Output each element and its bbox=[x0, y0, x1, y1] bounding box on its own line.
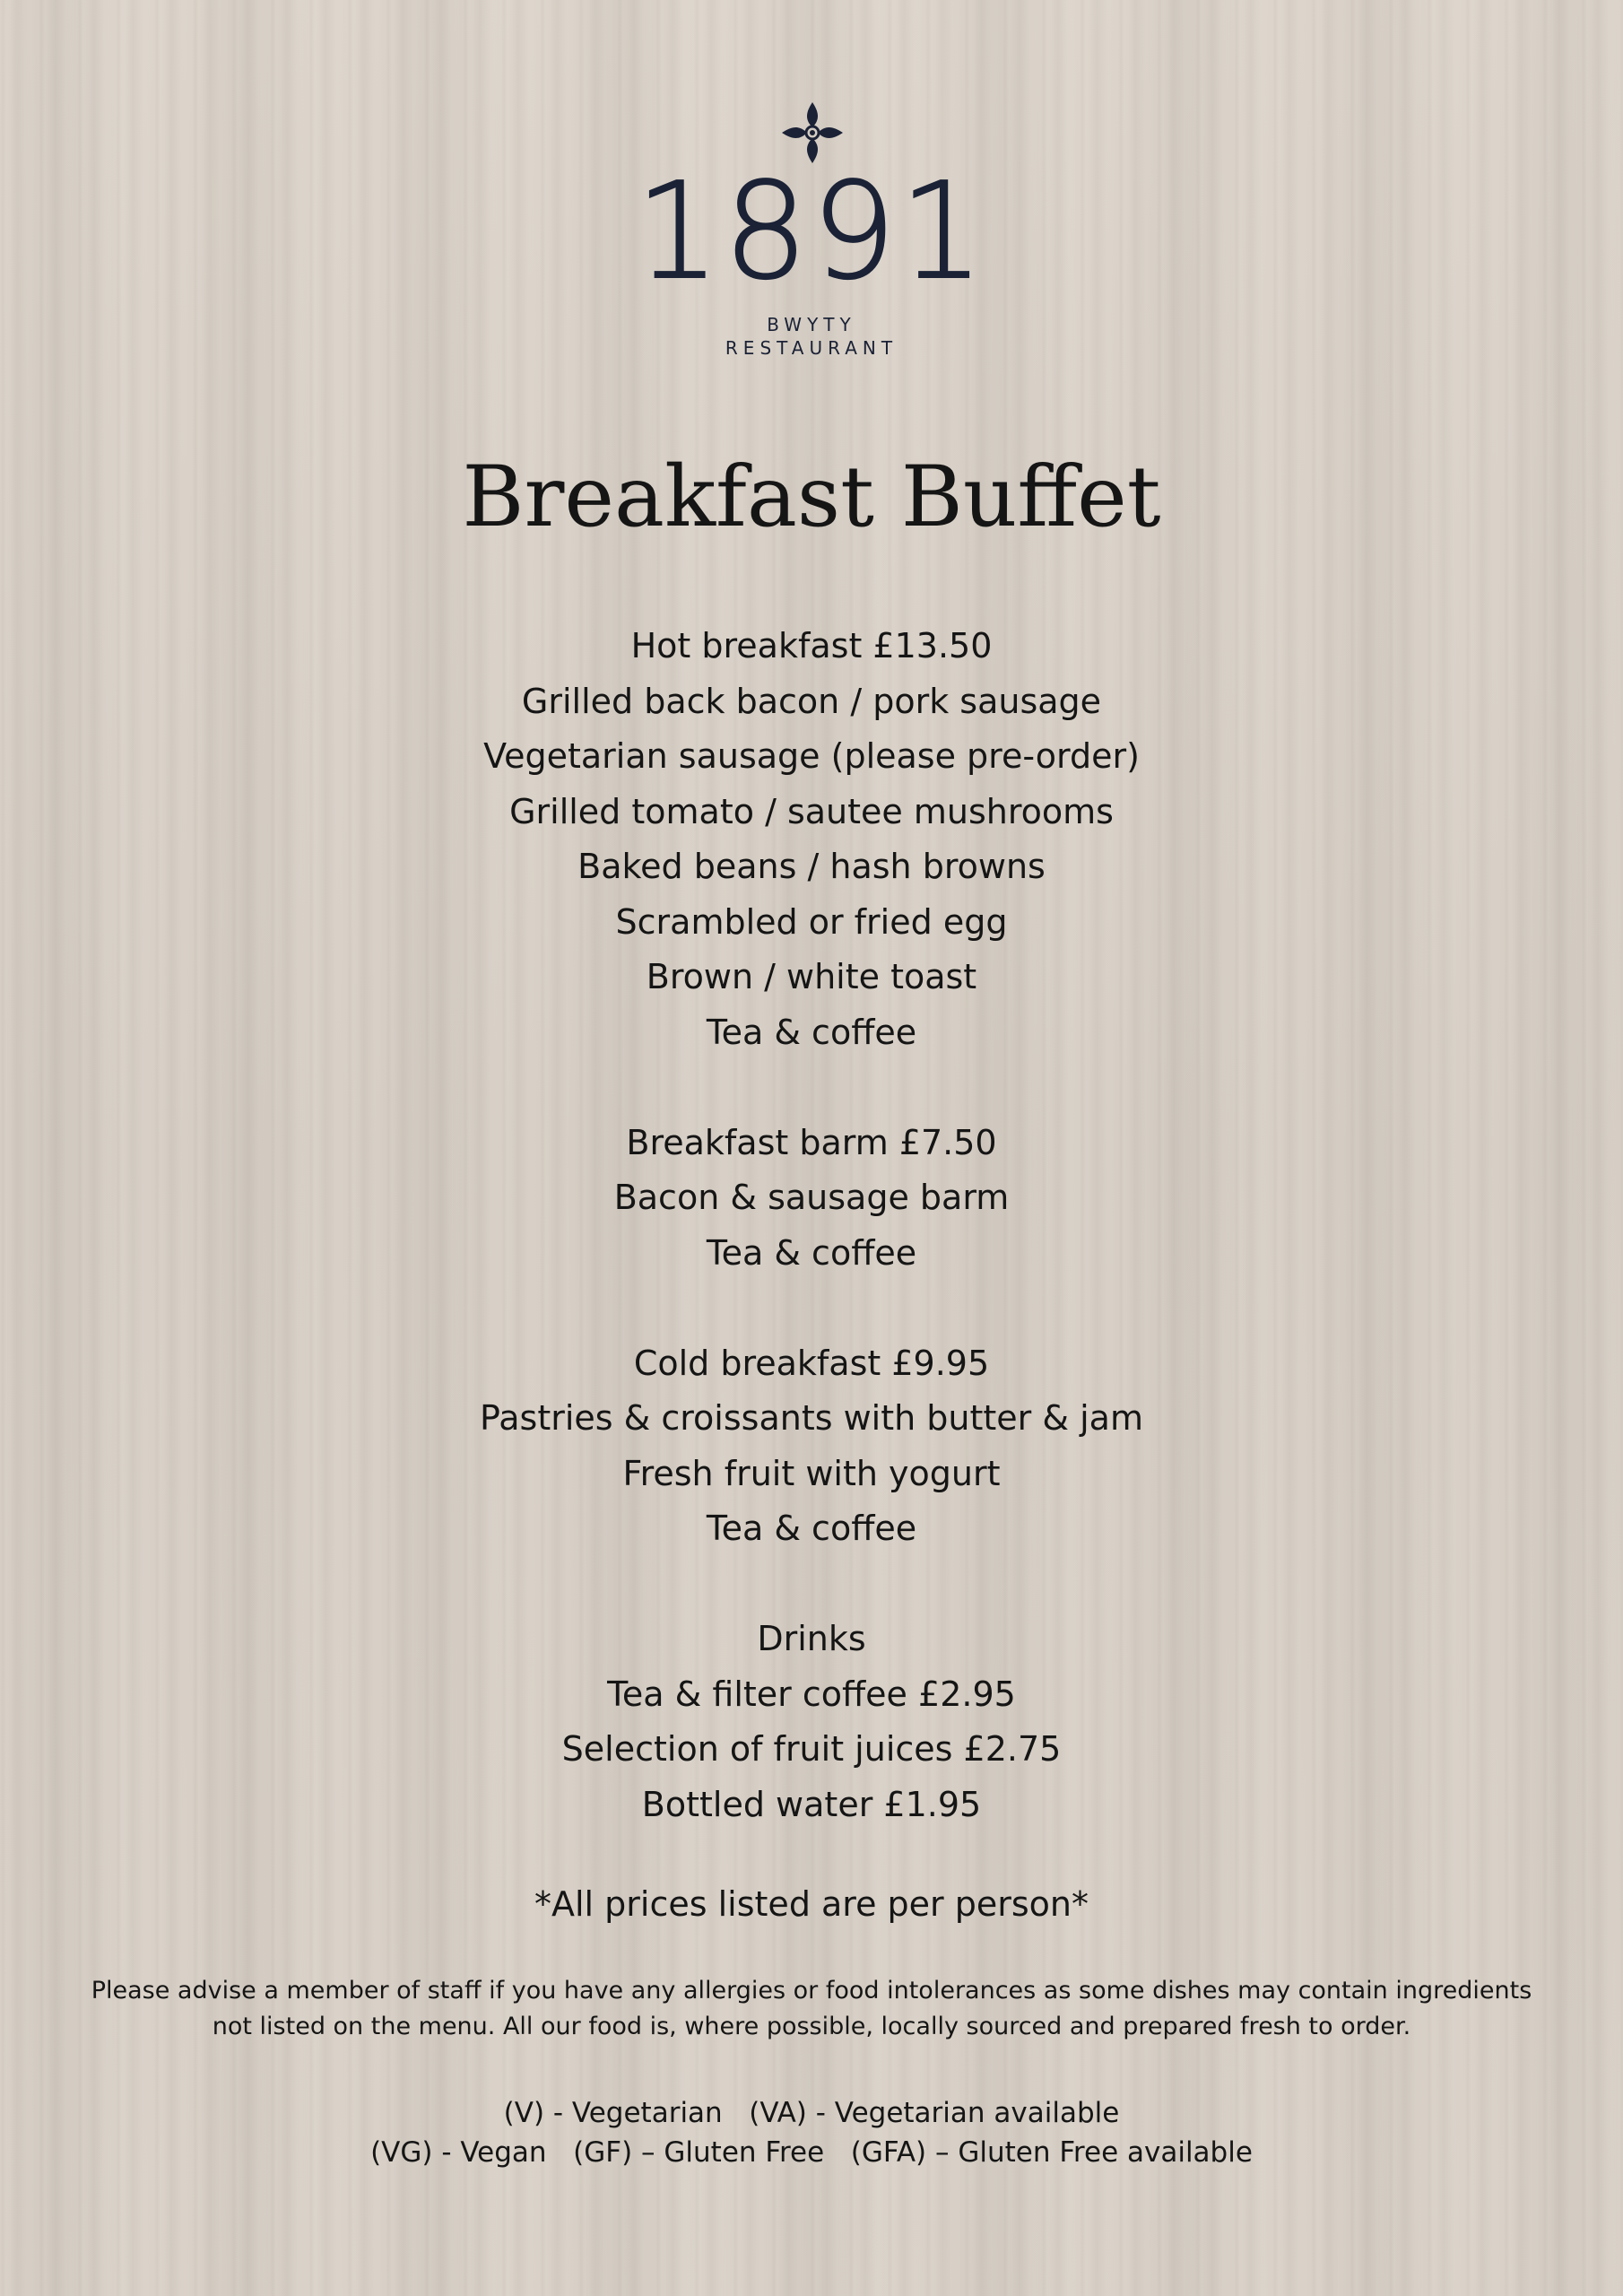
menu-section-hot-breakfast bbox=[0, 619, 1623, 1060]
menu-item: Tea & coffee bbox=[706, 1509, 917, 1548]
menu-item: Grilled tomato / sautee mushrooms bbox=[509, 791, 1114, 831]
section-heading: Breakfast barm £7.50 bbox=[626, 1122, 997, 1162]
legend-row: (V) - Vegetarian (VA) - Vegetarian available bbox=[503, 2097, 1120, 2129]
menu-item: Tea & coffee bbox=[706, 1012, 917, 1052]
dietary-legend bbox=[0, 2093, 1623, 2172]
menu-item: Bacon & sausage barm bbox=[613, 1178, 1010, 1217]
logo-number-text: 1891 bbox=[635, 154, 988, 309]
menu-item: Grilled back bacon / pork sausage bbox=[521, 681, 1102, 721]
menu-list bbox=[0, 619, 1623, 1888]
logo-subtitle-english: RESTAURANT bbox=[725, 337, 898, 359]
logo-subtitle-welsh: BWYTY bbox=[767, 314, 856, 335]
page-title: Breakfast Buffet bbox=[462, 448, 1161, 546]
menu-section-drinks bbox=[0, 1612, 1623, 1832]
menu-section-cold-breakfast bbox=[0, 1336, 1623, 1557]
menu-item: Fresh fruit with yogurt bbox=[622, 1453, 1001, 1493]
section-heading: Cold breakfast £9.95 bbox=[633, 1343, 990, 1383]
menu-item: Selection of fruit juices £2.75 bbox=[561, 1729, 1062, 1769]
logo-number bbox=[0, 154, 1623, 309]
price-note: *All prices listed are per person* bbox=[534, 1884, 1089, 1924]
menu-item: Baked beans / hash browns bbox=[577, 847, 1046, 886]
menu-item: Tea & coffee bbox=[706, 1232, 917, 1273]
legend-row: (VG) - Vegan (GF) – Gluten Free (GFA) – Gluten Free available bbox=[370, 2136, 1253, 2169]
section-heading: Hot breakfast £13.50 bbox=[630, 626, 993, 665]
section-heading: Drinks bbox=[757, 1619, 866, 1658]
menu-section-breakfast-barm bbox=[0, 1116, 1623, 1282]
menu-item: Scrambled or fried egg bbox=[615, 901, 1008, 942]
menu-item: Bottled water £1.95 bbox=[641, 1784, 982, 1824]
menu-item: Tea & filter coffee £2.95 bbox=[607, 1674, 1016, 1714]
menu-item: Brown / white toast bbox=[646, 957, 977, 996]
menu-item: Pastries & croissants with butter & jam bbox=[480, 1398, 1143, 1438]
allergy-disclaimer: Please advise a member of staff if you have any allergies or food intolerances as some dishes may contain ingredients not listed on the menu. All our food is, where possible, locally sourced and prepared fresh to order. bbox=[91, 1977, 1532, 2040]
menu-item: Vegetarian sausage (please pre-order) bbox=[483, 736, 1140, 776]
